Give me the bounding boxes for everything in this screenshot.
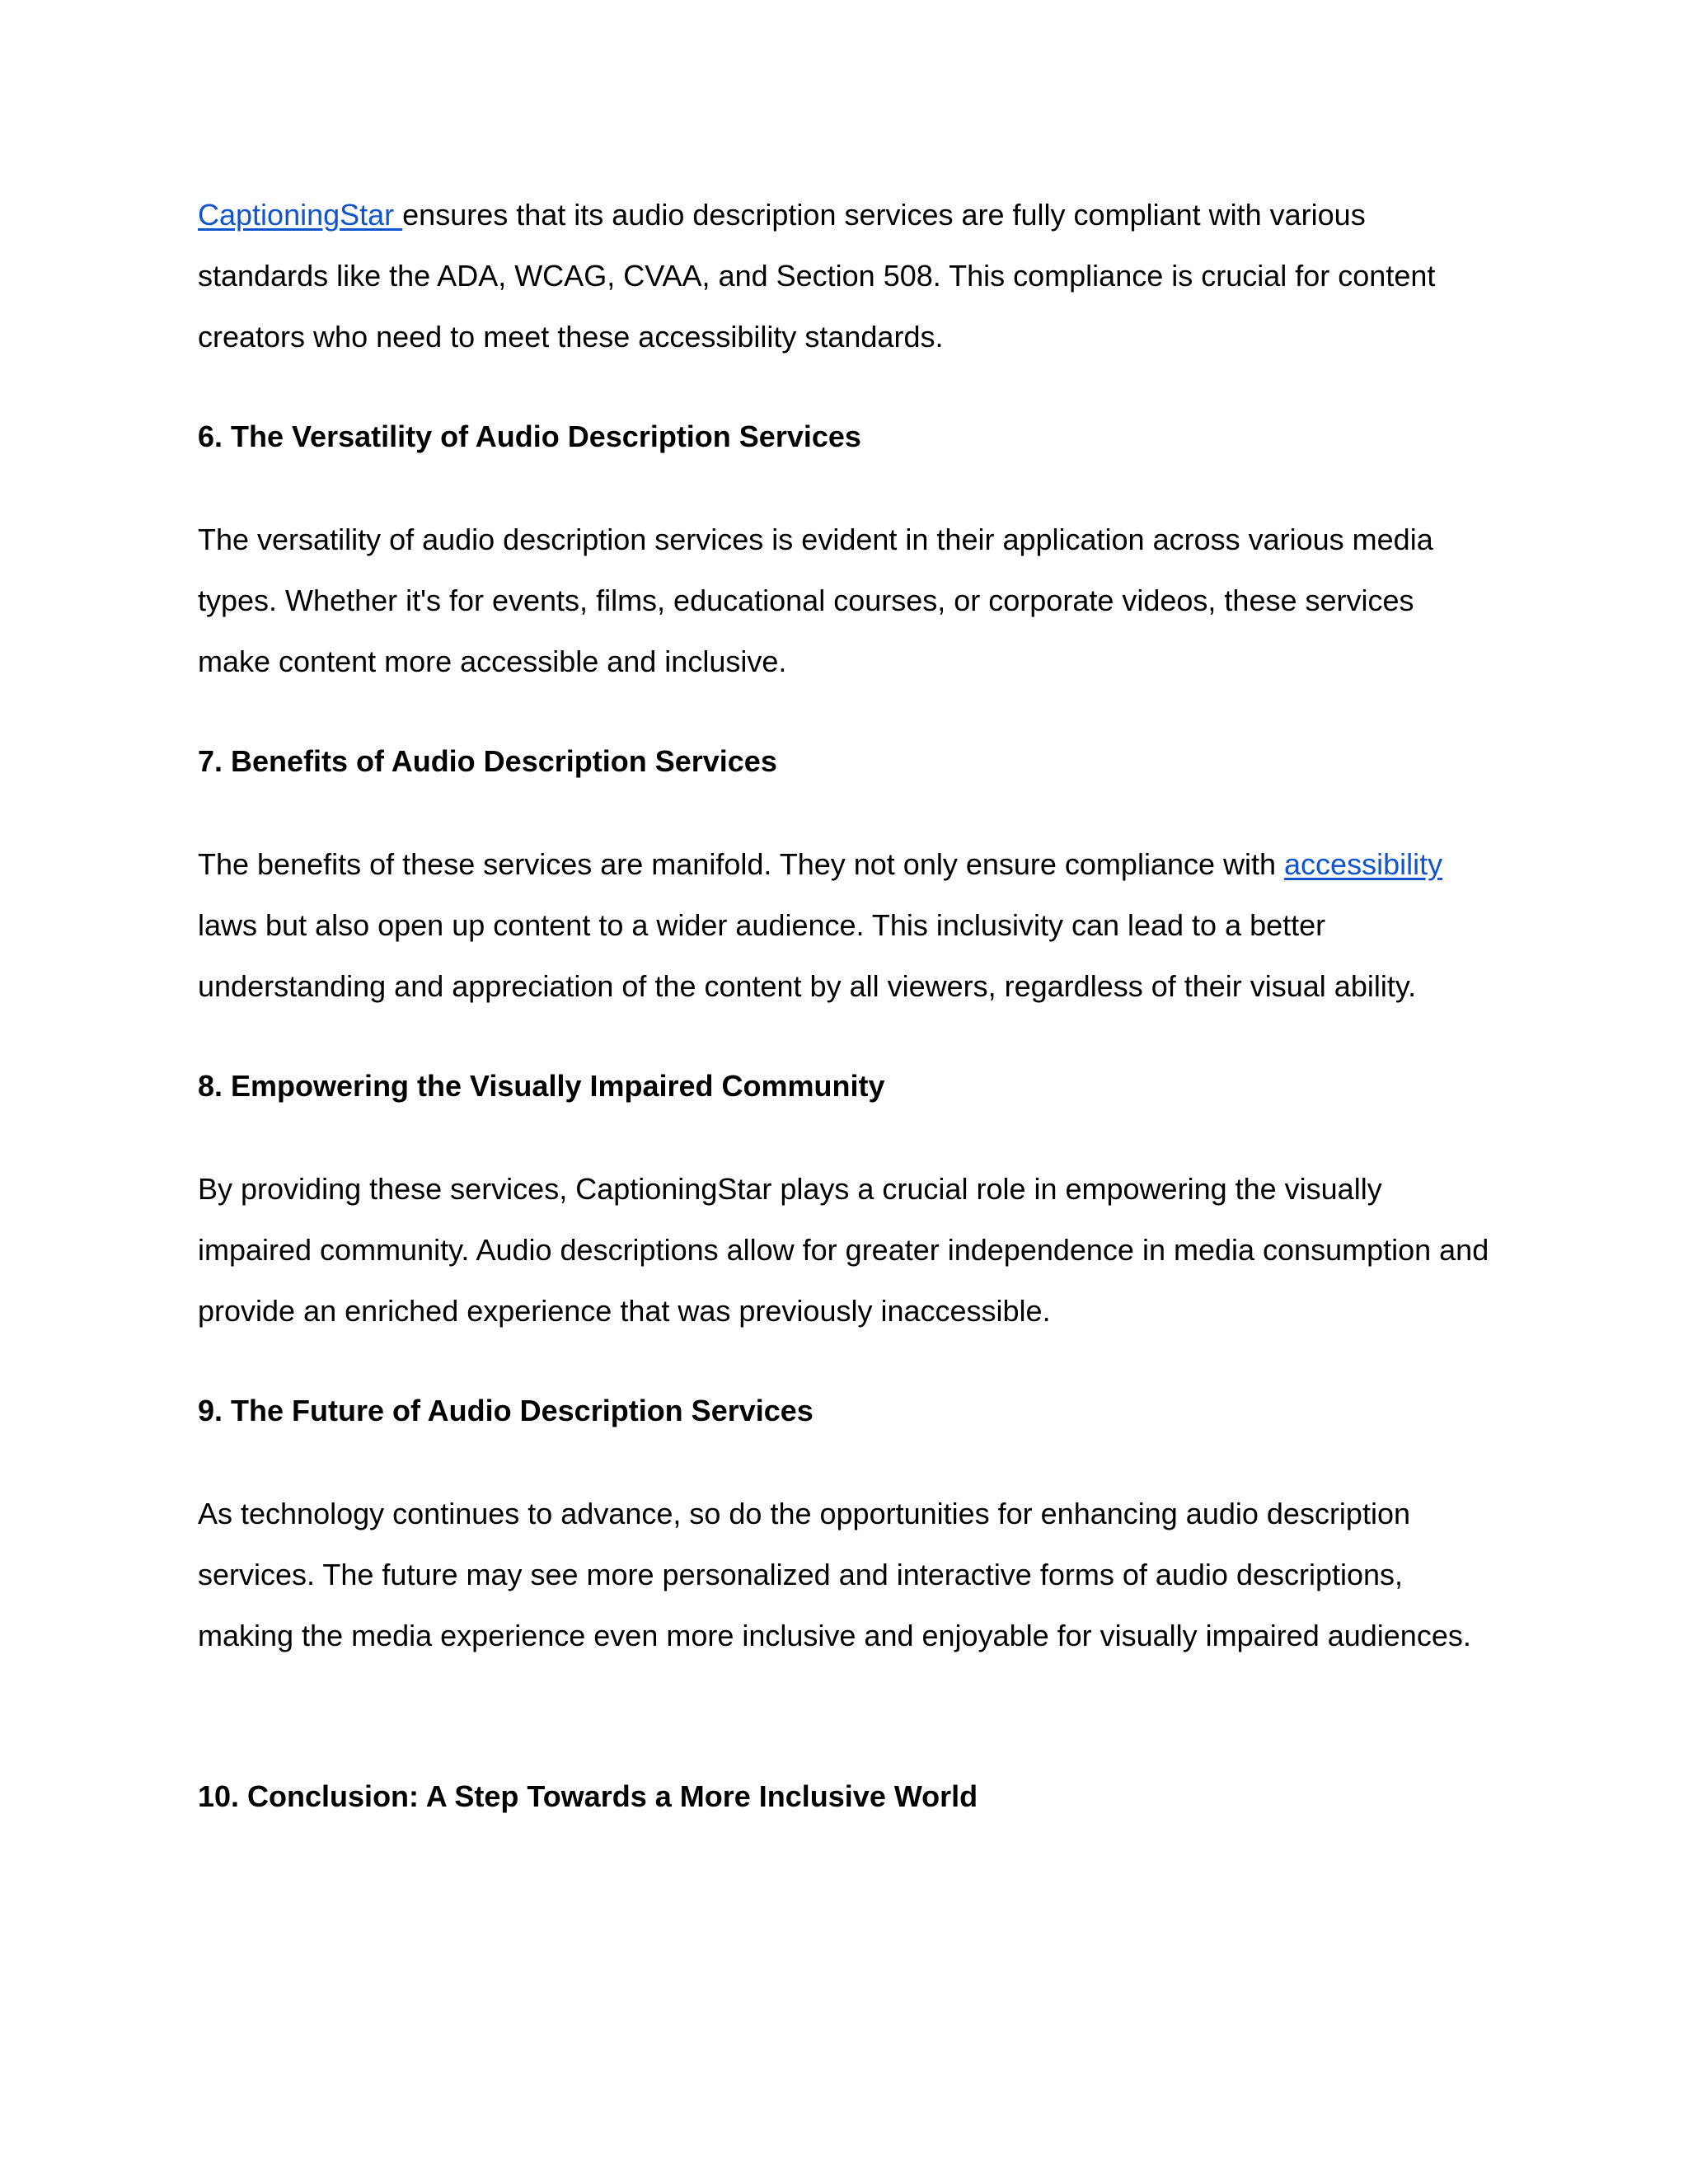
paragraph-future: As technology continues to advance, so do the opportunities for enhancing audio description services. The future may see more personalized and interactive forms of audio descriptions, making the media experience even more inclusive and enjoyable for visually impaired audiences. [198,1497,1471,1652]
heading-empowering: 8. Empowering the Visually Impaired Community [198,1069,885,1103]
captioningstar-link[interactable]: CaptioningStar [198,198,403,232]
paragraph-versatility: The versatility of audio description services is evident in their application across various media types. Whether it's for events, films, educational courses, or corporate videos, these services make content more accessible and inclusive. [198,523,1433,678]
paragraph-empowering: By providing these services, CaptioningStar plays a crucial role in empowering the visually impaired community. Audio descriptions allow for greater independence in media consumption and provide an enriched experience that was previously inaccessible. [198,1172,1489,1328]
paragraph-benefits-text-after: laws but also open up content to a wider audience. This inclusivity can lead to a better understanding and appreciation of the content by all viewers, regardless of their visual ability. [198,908,1417,1003]
paragraph-compliance-text: ensures that its audio description services are fully compliant with various standards like the ADA, WCAG, CVAA, and Section 508. This compliance is crucial for content creators who need to meet these accessibility standards. [198,198,1436,354]
heading-future: 9. The Future of Audio Description Services [198,1394,814,1427]
paragraph-compliance [198,185,1492,368]
accessibility-link[interactable]: accessibility [1284,847,1443,881]
heading-benefits: 7. Benefits of Audio Description Services [198,744,777,778]
paragraph-benefits-text-before: The benefits of these services are manifold. They not only ensure compliance with [198,847,1285,881]
heading-versatility: 6. The Versatility of Audio Description Services [198,419,861,453]
heading-conclusion: 10. Conclusion: A Step Towards a More Inclusive World [198,1779,978,1813]
paragraph-benefits [198,834,1492,1017]
